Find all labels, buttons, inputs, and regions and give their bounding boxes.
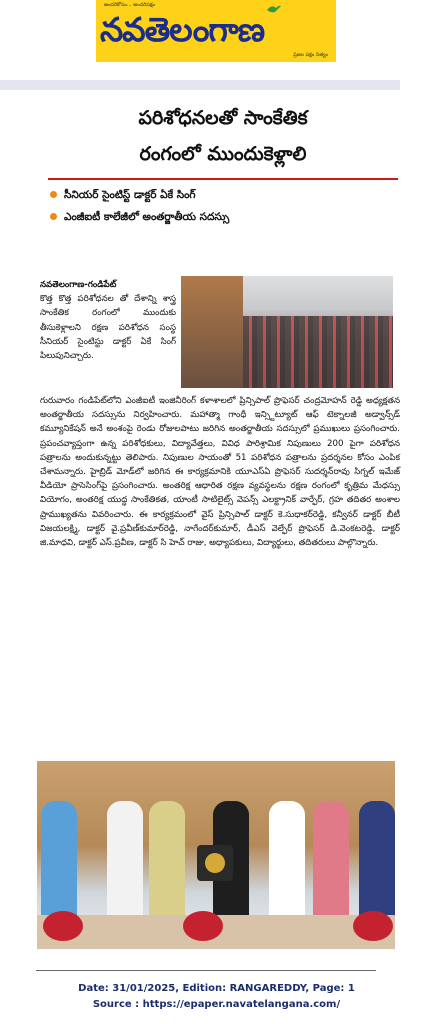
subheadline-list [50,184,406,228]
conference-hall-photo [181,276,393,388]
memento-plaque [197,845,233,881]
audience-seats [243,316,393,388]
person [359,801,395,919]
subheadline-item [50,206,406,228]
subheadline-item [50,184,406,206]
video-call-screen [181,276,243,388]
article-headline [40,100,406,172]
news-article [40,92,406,549]
subheadline-text: సీనియర్ సైంటిస్ట్ డాక్టర్ ఏకే సింగ్ [64,189,196,201]
headline-divider [48,178,398,180]
masthead-tagline: అందరికోసం... అందరిపక్షం [104,2,156,8]
source-link[interactable]: Source : https://epaper.navatelangana.com/ [92,999,341,1010]
article-body: గురువారం గండిపేట్‌లోని ఎంజీఐటీ ఇంజినీరింగ్ కళాశాలలో ప్రిన్సిపాల్ ప్రొఫెసర్ చంద్రమోహన్ రెడ్డి అధ్యక్షతన అంతర్జాతీయ సదస్సును నిర్వహించారు. మహాత్మా గాంధీ ఇన్స్టిట్యూట్ ఆఫ్ టెక్నాలజీ అడ్వాన్స్‌డ్ కమ్యూనికేషన్ అనే అంశంపై రెండు రోజులపాటు జరిగిన అంతర్జాతీయ సదస్సులో ప్రముఖులు ప్రసంగించారు. ప్రపంచవ్యాప్తంగా ఉన్న పరిశోధకులు, విద్యావేత్తలు, వివిధ పారిశ్రామిక నిపుణులు 200 పైగా పరిశోధన పత్రాలను అందుకున్నట్టు తెలిపారు. నిపుణుల సాయంతో 51 పరిశోధన పత్రాలను ప్రదర్శనల కోసం ఎంపిక చేశామన్నారు. హైబ్రిడ్ మోడ్‌లో జరిగిన ఈ కార్యక్రమానికి యూఎస్ఏ ప్రొఫెసర్ సుదర్శన్‌రావు సిగ్నల్ ఇమేజ్ వీడియో ప్రాసెసింగ్‌పై ప్రసంగించారు. అంతరిక్ష ఆధారిత రక్షణ వ్యవస్థలను రక్షణ రంగంలో కృత్రిమ మేధస్సు వియోగం, అంతరిక్ష యుద్ధ సాంకేతికత, యాంటీ సాటిలైట్స్ వెపన్స్ ఎలక్ట్రానిక్ వార్ఫేర్, గ్రహ తదితర అంశాల ప్రాముఖ్యతను వివరించారు. ఈ కార్యక్రమంలో వైస్ ప్రిన్సిపాల్ డాక్టర్ కె.సుధాకర్‌రెడ్డి, కన్వీనర్ డాక్టర్ బీటీ విజయలక్ష్మి, డాక్టర్ వై.ప్రవీణ్‌కుమార్‌రెడ్డి, నాగేందర్‌కుమార్, డీఎస్ వెల్ఫేర్ ప్రొఫెసర్ డి.వెంకటరెడ్డి, డాక్టర్ జి.మాధవి, డాక్టర్ ఎస్.ప్రవీణ, డాక్టర్ సి హెచ్ రాజు, అధ్యాపకులు, విద్యార్థులు, తదితరులు పాల్గొన్నారు. [40,396,400,549]
bullet-icon [50,213,57,220]
person [269,801,305,919]
footer-divider [36,970,376,971]
person [313,801,349,919]
bird-icon [266,4,282,14]
award-ceremony-photo [37,761,395,949]
masthead-name: నవతెలంగాణ [100,10,265,49]
flower-bouquet [353,911,393,941]
header-band [0,80,400,90]
person [149,801,185,919]
headline-line-2: రంగంలో ముందుకెళ్లాలి [139,143,307,165]
masthead-subtitle: ప్రజల పక్షం నిత్యం [293,52,328,58]
person [41,801,77,919]
flower-bouquet [43,911,83,941]
subheadline-text: ఎంజీఐటీ కాలేజీలో అంతర్జాతీయ సదస్సు [64,211,230,223]
article-dateline: నవతెలంగాణ-గండిపేట్ [40,280,117,290]
flower-bouquet [183,911,223,941]
article-lead-column [40,278,176,363]
bullet-icon [50,191,57,198]
masthead-logo [96,0,336,62]
headline-line-1: పరిశోధనలతో సాంకేతిక [138,107,308,129]
person [107,801,143,919]
article-lead-text: కొత్త కొత్త పరిశోధనల తో దేశాన్ని శాస్త్ర సాంకేతిక రంగంలో ముందుకు తీసుకెళ్లాలని రక్షణ పరిశోధన సంస్థ సీనియర్ సైంటిస్టు డాక్టర్ ఏకే సింగ్ పిలుపునిచ్చారు. [40,294,176,362]
edition-date-line: Date: 31/01/2025, Edition: RANGAREDDY, Page: 1 [78,983,355,994]
